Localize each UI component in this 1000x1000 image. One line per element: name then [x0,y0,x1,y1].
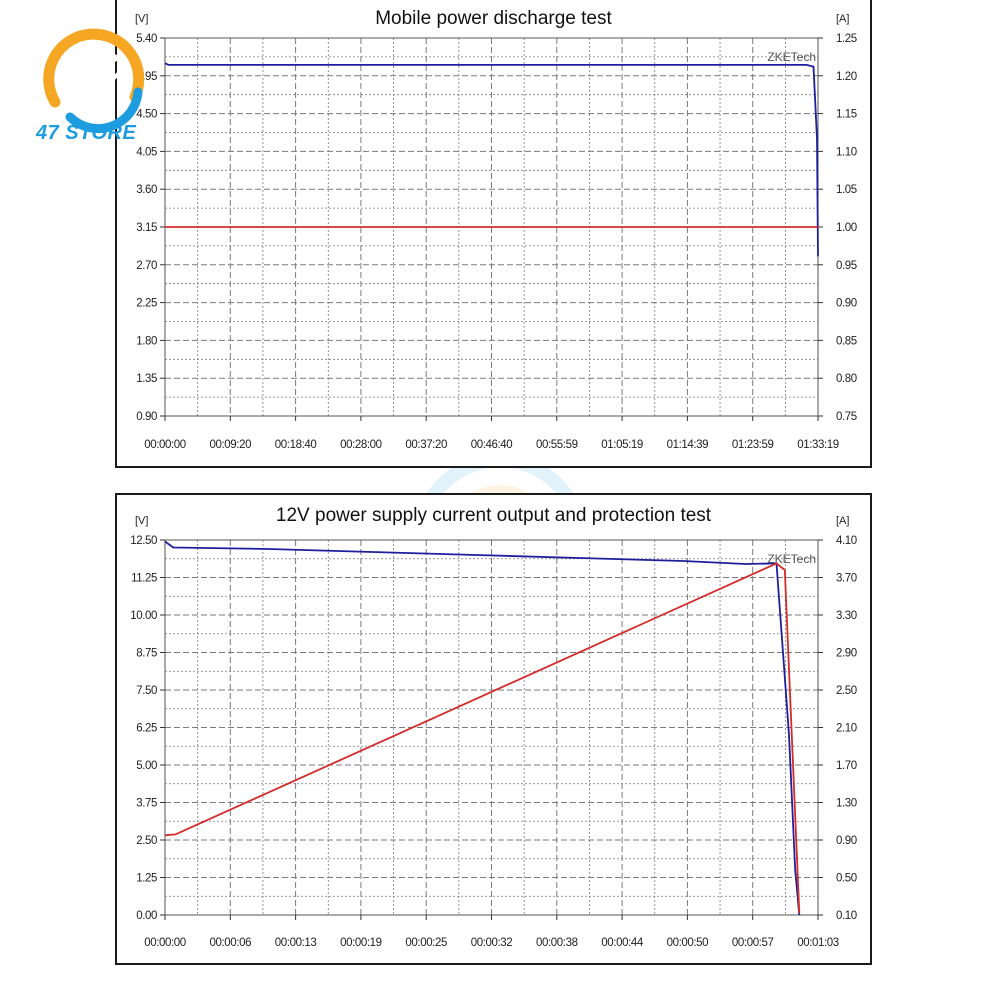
y-tick-label-right: 1.20 [836,70,857,83]
y-tick-label-left: 4.05 [136,146,157,159]
y-tick-label-left: 3.75 [136,797,157,810]
zketech-watermark: ZKETech [767,552,816,566]
x-tick-label: 00:00:25 [405,937,447,949]
y-tick-label-left: 2.50 [136,835,157,847]
y-tick-label-right: 1.30 [836,797,857,810]
y-tick-label-left: 1.25 [136,872,157,885]
y-tick-label-right: 1.10 [836,146,857,159]
y-tick-label-right: 0.90 [836,297,857,310]
left-axis-unit: [V] [135,13,149,25]
x-tick-label: 00:00:00 [144,439,186,451]
y-tick-label-right: 1.00 [836,222,857,234]
x-tick-label: 01:33:19 [797,439,839,451]
x-tick-label: 01:05:19 [601,439,643,451]
y-tick-label-right: 1.25 [836,33,857,45]
zketech-watermark: ZKETech [767,50,816,64]
right-axis-unit: [A] [836,13,850,25]
x-tick-label: 00:28:00 [340,439,382,451]
x-tick-label: 00:00:50 [666,937,709,949]
x-tick-label: 00:46:40 [470,439,513,451]
y-tick-label-left: 12.50 [130,535,157,547]
left-axis-unit: [V] [135,515,149,527]
y-tick-label-right: 3.30 [836,610,857,622]
y-tick-label-left: 0.90 [136,411,157,423]
x-tick-label: 00:00:32 [470,937,513,949]
x-tick-label: 01:14:39 [666,439,709,451]
store-name: 47 STORE [36,122,137,144]
current-series-line [165,563,799,913]
y-tick-label-right: 4.10 [836,535,857,547]
y-tick-label-left: 2.25 [136,297,157,310]
y-tick-label-right: 1.05 [836,184,857,197]
y-tick-label-left: 11.25 [131,572,157,585]
x-tick-label: 00:55:59 [536,439,578,451]
x-tick-label: 00:00:00 [144,937,186,949]
x-tick-label: 00:09:20 [209,439,252,451]
y-tick-label-left: 5.40 [136,33,157,45]
y-tick-label-right: 0.50 [836,872,857,885]
y-tick-label-left: 1.80 [136,335,157,348]
right-axis-unit: [A] [836,515,850,527]
x-tick-label: 01:23:59 [731,439,774,451]
y-tick-label-right: 2.50 [836,685,857,697]
y-tick-label-right: 1.70 [836,760,857,772]
y-tick-label-right: 0.85 [836,335,857,348]
y-tick-label-right: 3.70 [836,572,857,585]
x-tick-label: 00:00:38 [536,937,578,949]
y-tick-label-left: 3.15 [136,222,157,234]
y-tick-label-right: 0.10 [836,910,857,922]
x-tick-label: 00:01:03 [797,937,839,949]
y-tick-label-right: 1.15 [836,108,857,121]
y-tick-label-right: 0.90 [836,835,857,847]
y-tick-label-left: 0.00 [136,910,157,922]
chart-title: 12V power supply current output and protection test [275,505,712,526]
y-tick-label-left: 2.70 [136,259,157,272]
x-tick-label: 00:37:20 [405,439,447,451]
y-tick-label-left: 4.95 [136,70,157,83]
y-tick-label-right: 2.10 [836,722,857,735]
x-tick-label: 00:18:40 [274,439,317,451]
x-tick-label: 00:00:06 [209,937,252,949]
y-tick-label-left: 10.00 [130,610,157,622]
y-tick-label-right: 2.90 [836,647,857,660]
y-tick-label-left: 6.25 [136,722,157,735]
y-tick-label-left: 5.00 [136,760,157,772]
x-tick-label: 00:00:13 [274,937,317,949]
x-tick-label: 00:00:57 [731,937,774,949]
x-tick-label: 00:00:19 [340,937,382,949]
y-tick-label-left: 8.75 [136,647,157,660]
y-tick-label-right: 0.75 [836,411,857,423]
x-tick-label: 00:00:44 [601,937,643,949]
y-tick-label-right: 0.80 [836,373,857,386]
y-tick-label-right: 0.95 [836,259,857,272]
y-tick-label-left: 7.50 [136,685,157,697]
chart-title: Mobile power discharge test [375,8,612,29]
y-tick-label-left: 3.60 [136,184,157,197]
y-tick-label-left: 1.35 [136,373,157,386]
y-tick-label-left: 4.50 [136,108,157,121]
